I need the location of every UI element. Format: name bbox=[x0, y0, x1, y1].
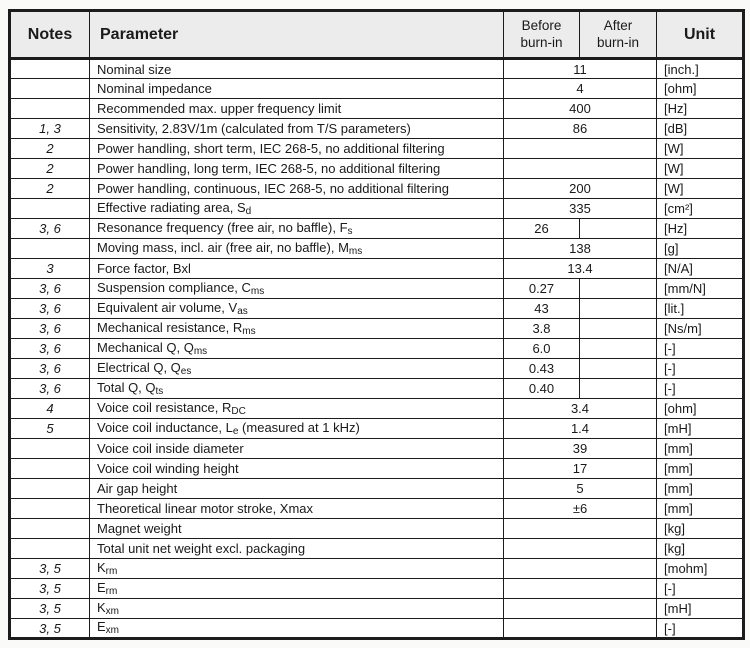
table-row bbox=[10, 259, 744, 279]
parameter-cell: Resonance frequency (free air, no baffle), $F_s$ bbox=[90, 219, 504, 239]
unit-cell: [mm] bbox=[657, 479, 744, 499]
notes-cell: 3 bbox=[10, 259, 90, 279]
merged-value-cell bbox=[504, 519, 657, 539]
notes-cell bbox=[10, 539, 90, 559]
parameter-cell: Sensitivity, 2.83V/1m (calculated from T/S parameters) bbox=[90, 119, 504, 139]
table-row bbox=[10, 379, 744, 399]
after-burn-in-value-cell bbox=[580, 319, 657, 339]
parameter-subscript: ms bbox=[348, 245, 363, 257]
table-row bbox=[10, 479, 744, 499]
merged-value-cell: 17 bbox=[504, 459, 657, 479]
notes-cell: 4 bbox=[10, 399, 90, 419]
notes-cell bbox=[10, 479, 90, 499]
unit-cell: [W] bbox=[657, 179, 744, 199]
parameter-cell: Voice coil inside diameter bbox=[90, 439, 504, 459]
after-burn-in-value-cell bbox=[580, 339, 657, 359]
parameter-cell: Mechanical resistance, $R_{ms}$ bbox=[90, 319, 504, 339]
merged-value-cell: 5 bbox=[504, 479, 657, 499]
parameter-subscript: s bbox=[347, 225, 353, 237]
merged-value-cell: 11 bbox=[504, 59, 657, 79]
table-row bbox=[10, 619, 744, 639]
parameter-cell: $K_{rm}$ bbox=[90, 559, 504, 579]
table-row bbox=[10, 219, 744, 239]
table-row bbox=[10, 399, 744, 419]
merged-value-cell: 13.4 bbox=[504, 259, 657, 279]
notes-cell: 3, 6 bbox=[10, 299, 90, 319]
notes-cell bbox=[10, 99, 90, 119]
after-burn-in-value-cell bbox=[580, 299, 657, 319]
parameter-cell: $K_{xm}$ bbox=[90, 599, 504, 619]
header-after-burn-in: After burn-in bbox=[580, 11, 657, 59]
parameter-cell: Electrical Q, $Q_{es}$ bbox=[90, 359, 504, 379]
notes-cell: 3, 6 bbox=[10, 219, 90, 239]
parameter-cell: Theoretical linear motor stroke, Xmax bbox=[90, 499, 504, 519]
parameter-subscript: ts bbox=[155, 385, 164, 397]
parameter-cell: Air gap height bbox=[90, 479, 504, 499]
parameter-cell: Power handling, long term, IEC 268-5, no additional filtering bbox=[90, 159, 504, 179]
table-row bbox=[10, 599, 744, 619]
before-burn-in-value-cell: 43 bbox=[504, 299, 580, 319]
table-row bbox=[10, 79, 744, 99]
before-burn-in-value-cell: 26 bbox=[504, 219, 580, 239]
unit-cell: [Hz] bbox=[657, 99, 744, 119]
merged-value-cell: 200 bbox=[504, 179, 657, 199]
unit-cell: [mm/N] bbox=[657, 279, 744, 299]
merged-value-cell: 335 bbox=[504, 199, 657, 219]
table-row bbox=[10, 139, 744, 159]
table-row bbox=[10, 579, 744, 599]
notes-cell bbox=[10, 459, 90, 479]
unit-cell: [-] bbox=[657, 339, 744, 359]
parameter-subscript: rm bbox=[105, 565, 118, 577]
table-row bbox=[10, 99, 744, 119]
unit-cell: [W] bbox=[657, 159, 744, 179]
unit-cell: [cm²] bbox=[657, 199, 744, 219]
merged-value-cell bbox=[504, 579, 657, 599]
table-row bbox=[10, 279, 744, 299]
unit-cell: [Hz] bbox=[657, 219, 744, 239]
unit-cell: [-] bbox=[657, 619, 744, 639]
unit-cell: [mm] bbox=[657, 459, 744, 479]
parameter-subscript: es bbox=[180, 365, 192, 377]
notes-cell: 2 bbox=[10, 139, 90, 159]
notes-cell bbox=[10, 59, 90, 79]
unit-cell: [-] bbox=[657, 359, 744, 379]
notes-cell: 1, 3 bbox=[10, 119, 90, 139]
parameter-subscript: as bbox=[237, 305, 248, 317]
unit-cell: [g] bbox=[657, 239, 744, 259]
notes-cell: 2 bbox=[10, 179, 90, 199]
merged-value-cell bbox=[504, 539, 657, 559]
parameter-subscript: xm bbox=[105, 605, 120, 617]
unit-cell: [kg] bbox=[657, 519, 744, 539]
after-burn-in-value-cell bbox=[580, 279, 657, 299]
table-row bbox=[10, 559, 744, 579]
parameter-cell: Total unit net weight excl. packaging bbox=[90, 539, 504, 559]
unit-cell: [mH] bbox=[657, 599, 744, 619]
parameter-cell: Force factor, Bxl bbox=[90, 259, 504, 279]
parameter-subscript: xm bbox=[105, 625, 120, 636]
parameter-subscript: d bbox=[245, 205, 252, 217]
parameter-cell: Moving mass, incl. air (free air, no baffle), $M_{ms}$ bbox=[90, 239, 504, 259]
unit-cell: [mohm] bbox=[657, 559, 744, 579]
parameter-cell: $E_{xm}$ bbox=[90, 619, 504, 639]
parameter-cell: Voice coil resistance, $R_{DC}$ bbox=[90, 399, 504, 419]
merged-value-cell bbox=[504, 619, 657, 639]
merged-value-cell: 4 bbox=[504, 79, 657, 99]
unit-cell: [-] bbox=[657, 379, 744, 399]
unit-cell: [mm] bbox=[657, 499, 744, 519]
header-parameter: Parameter bbox=[90, 11, 504, 59]
parameter-cell: Total Q, $Q_{ts}$ bbox=[90, 379, 504, 399]
notes-cell: 3, 6 bbox=[10, 339, 90, 359]
header-before-burn-in: Before burn-in bbox=[504, 11, 580, 59]
notes-cell: 3, 6 bbox=[10, 279, 90, 299]
merged-value-cell bbox=[504, 159, 657, 179]
after-burn-in-value-cell bbox=[580, 379, 657, 399]
table-row bbox=[10, 179, 744, 199]
parameter-subscript: ms bbox=[250, 285, 265, 297]
parameter-cell: Suspension compliance, $C_{ms}$ bbox=[90, 279, 504, 299]
parameter-cell: Power handling, short term, IEC 268-5, no additional filtering bbox=[90, 139, 504, 159]
notes-cell: 5 bbox=[10, 419, 90, 439]
before-burn-in-value-cell: 0.27 bbox=[504, 279, 580, 299]
notes-cell: 2 bbox=[10, 159, 90, 179]
unit-cell: [mm] bbox=[657, 439, 744, 459]
merged-value-cell bbox=[504, 599, 657, 619]
notes-cell: 3, 6 bbox=[10, 319, 90, 339]
unit-cell: [-] bbox=[657, 579, 744, 599]
merged-value-cell bbox=[504, 139, 657, 159]
after-burn-in-value-cell bbox=[580, 359, 657, 379]
notes-cell bbox=[10, 519, 90, 539]
unit-cell: [ohm] bbox=[657, 79, 744, 99]
notes-cell: 3, 5 bbox=[10, 599, 90, 619]
parameter-subscript: e bbox=[232, 425, 239, 437]
notes-cell: 3, 5 bbox=[10, 619, 90, 639]
parameter-cell: Nominal impedance bbox=[90, 79, 504, 99]
merged-value-cell: 1.4 bbox=[504, 419, 657, 439]
before-burn-in-value-cell: 3.8 bbox=[504, 319, 580, 339]
merged-value-cell: 3.4 bbox=[504, 399, 657, 419]
notes-cell: 3, 5 bbox=[10, 559, 90, 579]
unit-cell: [W] bbox=[657, 139, 744, 159]
table-header bbox=[10, 11, 744, 59]
unit-cell: [lit.] bbox=[657, 299, 744, 319]
parameter-cell: Effective radiating area, $S_d$ bbox=[90, 199, 504, 219]
table-row bbox=[10, 519, 744, 539]
table-row bbox=[10, 239, 744, 259]
unit-cell: [kg] bbox=[657, 539, 744, 559]
table-row bbox=[10, 359, 744, 379]
unit-cell: [N/A] bbox=[657, 259, 744, 279]
merged-value-cell: 138 bbox=[504, 239, 657, 259]
parameter-cell: Voice coil inductance, $L_e$ (measured at 1 kHz) bbox=[90, 419, 504, 439]
merged-value-cell: 86 bbox=[504, 119, 657, 139]
table-row bbox=[10, 419, 744, 439]
parameter-subscript: DC bbox=[231, 405, 246, 417]
before-burn-in-value-cell: 0.43 bbox=[504, 359, 580, 379]
notes-cell: 3, 6 bbox=[10, 359, 90, 379]
notes-cell bbox=[10, 79, 90, 99]
unit-cell: [inch.] bbox=[657, 59, 744, 79]
notes-cell bbox=[10, 439, 90, 459]
merged-value-cell: 39 bbox=[504, 439, 657, 459]
parameter-cell: Equivalent air volume, $V_{as}$ bbox=[90, 299, 504, 319]
table-row bbox=[10, 119, 744, 139]
table-row bbox=[10, 439, 744, 459]
parameter-cell: Voice coil winding height bbox=[90, 459, 504, 479]
table-row bbox=[10, 499, 744, 519]
parameter-cell: Mechanical Q, $Q_{ms}$ bbox=[90, 339, 504, 359]
table-row bbox=[10, 159, 744, 179]
after-burn-in-value-cell bbox=[580, 219, 657, 239]
parameter-cell: Magnet weight bbox=[90, 519, 504, 539]
merged-value-cell: 400 bbox=[504, 99, 657, 119]
notes-cell bbox=[10, 239, 90, 259]
merged-value-cell: ±6 bbox=[504, 499, 657, 519]
header-row bbox=[10, 11, 744, 59]
table-row bbox=[10, 539, 744, 559]
loudspeaker-spec-table bbox=[8, 9, 745, 640]
notes-cell: 3, 5 bbox=[10, 579, 90, 599]
table-row bbox=[10, 299, 744, 319]
before-burn-in-value-cell: 0.40 bbox=[504, 379, 580, 399]
table-row bbox=[10, 459, 744, 479]
notes-cell bbox=[10, 199, 90, 219]
table-row bbox=[10, 199, 744, 219]
unit-cell: [Ns/m] bbox=[657, 319, 744, 339]
unit-cell: [dB] bbox=[657, 119, 744, 139]
table-row bbox=[10, 319, 744, 339]
table-row bbox=[10, 339, 744, 359]
unit-cell: [ohm] bbox=[657, 399, 744, 419]
parameter-cell: Power handling, continuous, IEC 268-5, no additional filtering bbox=[90, 179, 504, 199]
before-burn-in-value-cell: 6.0 bbox=[504, 339, 580, 359]
parameter-subscript: ms bbox=[242, 325, 256, 337]
parameter-subscript: ms bbox=[193, 345, 208, 357]
header-notes: Notes bbox=[10, 11, 90, 59]
spec-table-body bbox=[10, 59, 744, 639]
merged-value-cell bbox=[504, 559, 657, 579]
parameter-cell: Recommended max. upper frequency limit bbox=[90, 99, 504, 119]
notes-cell bbox=[10, 499, 90, 519]
parameter-cell: $E_{rm}$ bbox=[90, 579, 504, 599]
table-row bbox=[10, 59, 744, 79]
header-unit: Unit bbox=[657, 11, 744, 59]
parameter-subscript: rm bbox=[105, 585, 118, 597]
spec-table-container bbox=[8, 9, 745, 640]
parameter-cell: Nominal size bbox=[90, 59, 504, 79]
unit-cell: [mH] bbox=[657, 419, 744, 439]
notes-cell: 3, 6 bbox=[10, 379, 90, 399]
